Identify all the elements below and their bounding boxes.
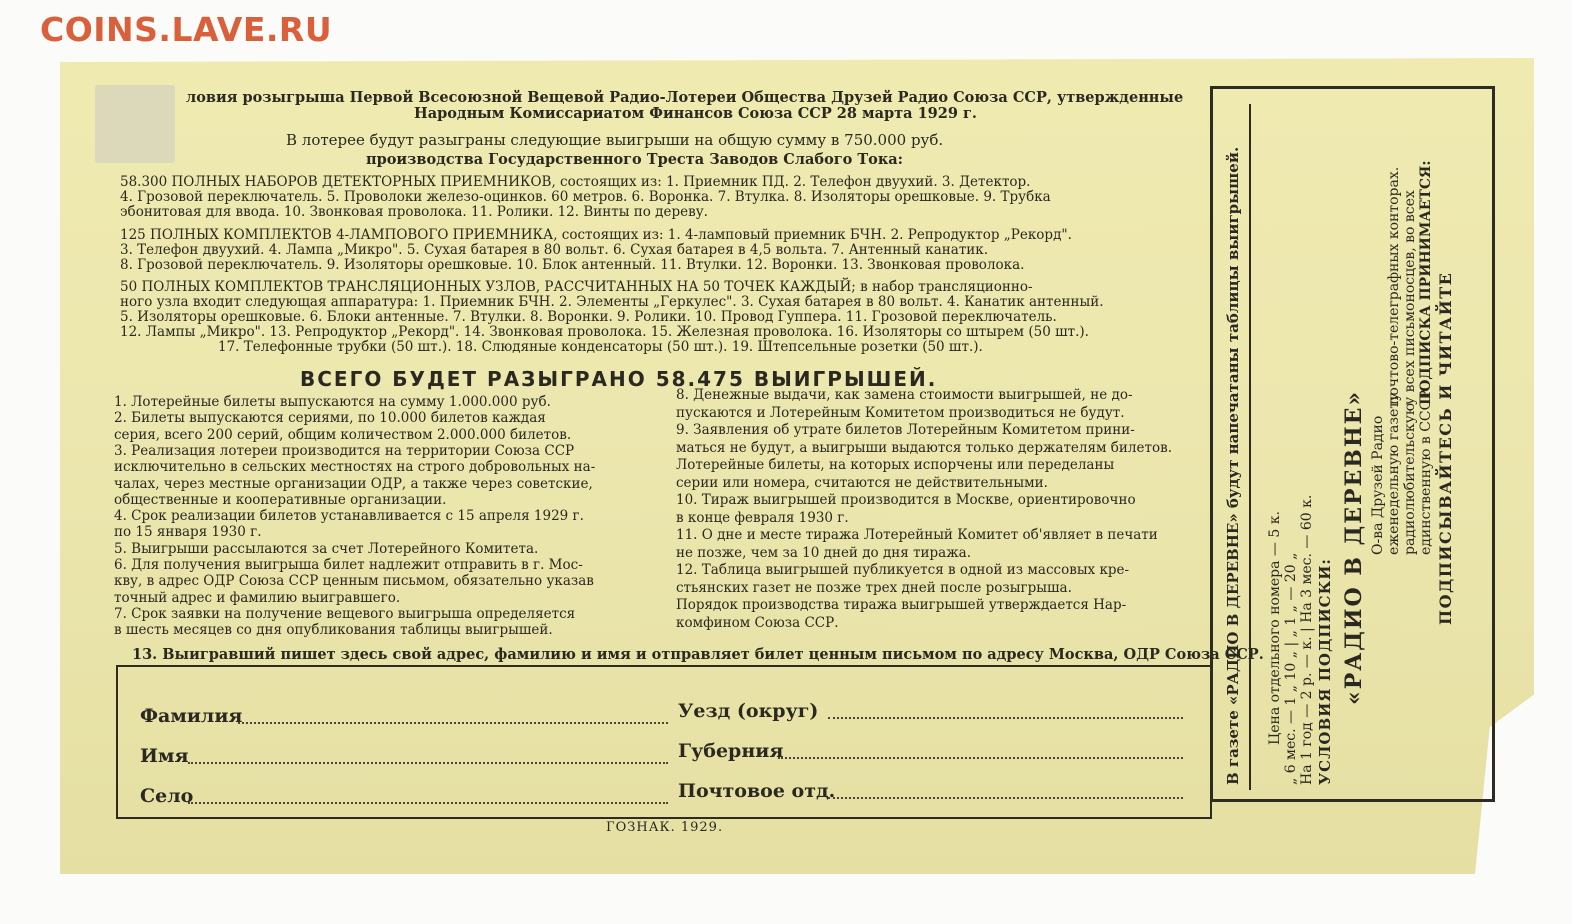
conditions-title-line1: ловия розыгрыша Первой Всесоюзной Вещевой Радио-Лотереи Общества Друзей Радио Союза ССР, утвержденные bbox=[186, 89, 1184, 106]
single-issue-price: Цена отдельного номера — 5 к. bbox=[1267, 511, 1283, 745]
subscription-terms-line2: „ 6 мес. — 1 „ 10 „ | „ 1 „ — 20 „ bbox=[1283, 552, 1299, 785]
rule-line: 12. Таблица выигрышей публикуется в одной из массовых кре- bbox=[676, 562, 1130, 578]
rule-line: 2. Билеты выпускаются сериями, по 10.000 билетов каждая bbox=[114, 410, 546, 427]
prize-group2-line1: 125 ПОЛНЫХ КОМПЛЕКТОВ 4-ЛАМПОВОГО ПРИЕМНИКА, состоящих из: 1. 4-ламповый приемник БЧН. 2. Репродуктор „Рекорд". bbox=[120, 227, 1072, 243]
district-label: Уезд (округ) bbox=[678, 700, 819, 722]
prize-group3-line1: 50 ПОЛНЫХ КОМПЛЕКТОВ ТРАНСЛЯЦИОННЫХ УЗЛОВ, РАССЧИТАННЫХ НА 50 ТОЧЕК КАЖДЫЙ; в набор трансляционно- bbox=[120, 279, 1033, 295]
name-label: Имя bbox=[140, 745, 189, 767]
surname-field[interactable] bbox=[238, 722, 668, 724]
rule-line: не позже, чем за 10 дней до дня тиража. bbox=[676, 544, 971, 561]
ad-bottom-notice: В газете «РАДИО В ДЕРЕВНЕ» будут напечатаны таблицы выигрышей. bbox=[1224, 146, 1242, 785]
rule-line: исключительно в сельских местностях на строго добровольных на- bbox=[114, 459, 596, 476]
rule-line: серия, всего 200 серий, общим количеством 2.000.000 билетов. bbox=[114, 426, 572, 443]
intro-line1: В лотерее будут разыграны следующие выигрыши на общую сумму в 750.000 руб. bbox=[286, 131, 944, 149]
rule-line: 11. О дне и месте тиража Лотерейный Комитет об'являет в печати bbox=[676, 527, 1158, 543]
rule-line: 4. Срок реализации билетов устанавливается с 15 апреля 1929 г. bbox=[114, 508, 584, 525]
subscription-terms-heading: УСЛОВИЯ ПОДПИСКИ: bbox=[1316, 558, 1334, 785]
rule-line: точный адрес и фамилию выигравшего. bbox=[114, 589, 401, 606]
rule-line: пускаются и Лотерейным Комитетом производиться не будут. bbox=[676, 404, 1125, 421]
rule-line: в конце февраля 1930 г. bbox=[676, 509, 849, 526]
paper-stain bbox=[95, 85, 175, 163]
rule-line: комфином Союза ССР. bbox=[676, 614, 839, 631]
rule-line: 7. Срок заявки на получение вещевого выигрыша определяется bbox=[114, 605, 576, 622]
ad-call-to-action: ПОДПИСЫВАЙТЕСЬ И ЧИТАЙТЕ bbox=[1436, 271, 1455, 625]
village-label: Село bbox=[140, 785, 194, 807]
rule-line: 1. Лотерейные билеты выпускаются на сумму 1.000.000 руб. bbox=[114, 394, 551, 410]
district-field[interactable] bbox=[828, 717, 1183, 719]
ad-line-society: О-ва Друзей Радио bbox=[1370, 415, 1386, 555]
newspaper-ad-panel bbox=[1210, 86, 1495, 802]
prize-group2-line3: 8. Грозовой переключатель. 9. Изоляторы орешковые. 10. Блок антенный. 11. Втулки. 12. Воронки. 13. Звонковая проволока. bbox=[120, 257, 1025, 273]
prize-group3-line5: 17. Телефонные трубки (50 шт.). 18. Слюдяные конденсаторы (50 шт.). 19. Штепсельные розетки (50 шт.). bbox=[218, 339, 983, 355]
ad-divider bbox=[1249, 104, 1251, 790]
village-field[interactable] bbox=[188, 802, 668, 804]
prize-group3-line4: 12. Лампы „Микро". 13. Репродуктор „Рекорд". 14. Звонковая проволока. 15. Железная проволока. 16. Изоляторы со штырем (50 шт.). bbox=[120, 324, 1089, 340]
rule-line: 3. Реализация лотереи производится на территории Союза ССР bbox=[114, 442, 575, 459]
intro-line2: производства Государственного Треста Заводов Слабого Тока: bbox=[366, 151, 904, 168]
newspaper-ad-rotated bbox=[1213, 89, 1498, 805]
ad-line-amateur: радиолюбительскую bbox=[1402, 402, 1418, 555]
rule-line: 9. Заявления об утрате билетов Лотерейным Комитетом прини- bbox=[676, 422, 1135, 438]
rule-line: Лотерейные билеты, на которых испорчены или переделаны bbox=[676, 457, 1115, 473]
rule-line: кву, в адрес ОДР Союза ССР ценным письмом, обязательно указав bbox=[114, 573, 594, 590]
rule-line: маться не будут, а выигрыши выдаются только держателям билетов. bbox=[676, 439, 1172, 456]
rule-line: 8. Денежные выдачи, как замена стоимости выигрышей, не до- bbox=[676, 387, 1133, 403]
conditions-title-line2: Народным Комиссариатом Финансов Союза ССР 28 марта 1929 г. bbox=[414, 105, 977, 122]
province-field[interactable] bbox=[778, 757, 1183, 759]
rule-line: чалах, через местные организации ОДР, а также через советские, bbox=[114, 475, 593, 492]
rule-line: по 15 января 1930 г. bbox=[114, 524, 262, 541]
rule-line: 6. Для получения выигрыша билет надлежит отправить в г. Мос- bbox=[114, 557, 583, 573]
rule-line: Порядок производства тиража выигрышей утверждается Нар- bbox=[676, 597, 1127, 613]
name-field[interactable] bbox=[188, 762, 668, 764]
subscription-heading: ПОДПИСКА ПРИНИМАЕТСЯ: bbox=[1418, 160, 1434, 405]
prize-group3-line2: ного узла входит следующая аппаратура: 1. Приемник БЧН. 2. Элементы „Геркулес". 3. Сухая батарея в 80 вольт. 4. Канатик антенный. bbox=[120, 294, 1104, 310]
rule-13-instruction: 13. Выигравший пишет здесь свой адрес, фамилию и имя и отправляет билет ценным письмом по адресу Москва, ОДР Союза ССР. bbox=[132, 646, 1264, 663]
ad-line-unique: единственную в СССР bbox=[1418, 390, 1434, 555]
province-label: Губерния bbox=[678, 740, 784, 762]
total-prizes-heading: ВСЕГО БУДЕТ РАЗЫГРАНО 58.475 ВЫИГРЫШЕЙ. bbox=[300, 367, 938, 391]
subscription-line1: у всех письмоносцев, во всех bbox=[1402, 190, 1418, 405]
subscription-line2: почтово-телеграфных конторах. bbox=[1386, 166, 1402, 405]
ad-line-weekly: еженедельную газету bbox=[1386, 392, 1402, 555]
printer-imprint: ГОЗНАК. 1929. bbox=[606, 820, 724, 835]
prize-group2-line2: 3. Телефон двуухий. 4. Лампа „Микро". 5. Сухая батарея в 80 вольт. 6. Сухая батарея в 4,5 вольта. 7. Антенный канатик. bbox=[120, 242, 989, 258]
ad-newspaper-title: «РАДИО В ДЕРЕВНЕ» bbox=[1341, 389, 1367, 705]
surname-label: Фамилия bbox=[140, 705, 243, 727]
winner-address-form bbox=[116, 665, 1212, 819]
rule-line: 10. Тираж выигрышей производится в Москве, ориентировочно bbox=[676, 492, 1136, 508]
prize-group3-line3: 5. Изоляторы орешковые. 6. Блоки антенные. 7. Втулки. 8. Воронки. 9. Ролики. 10. Провод Гуппера. 11. Грозовой переключатель. bbox=[120, 309, 1057, 325]
prize-group1-line2: 4. Грозовой переключатель. 5. Проволоки железо-оцинков. 60 метров. 6. Воронка. 7. Втулка. 8. Изоляторы орешковые. 9. Трубка bbox=[120, 189, 1051, 205]
subscription-terms-line1: На 1 год — 2 р. — к. | На 3 мес. — 60 к. bbox=[1299, 494, 1315, 785]
site-watermark: COINS.LAVE.RU bbox=[40, 10, 333, 49]
prize-group1-line1: 58.300 ПОЛНЫХ НАБОРОВ ДЕТЕКТОРНЫХ ПРИЕМНИКОВ, состоящих из: 1. Приемник ПД. 2. Телефон двуухий. 3. Детектор. bbox=[120, 174, 1031, 190]
rule-line: в шесть месяцев со дня опубликования таблицы выигрышей. bbox=[114, 622, 553, 639]
rule-line: общественные и кооперативные организации. bbox=[114, 491, 447, 508]
rule-line: серии или номера, считаются не действительными. bbox=[676, 474, 1048, 491]
rule-line: стьянских газет не позже трех дней после розыгрыша. bbox=[676, 579, 1072, 596]
post-office-field[interactable] bbox=[828, 797, 1183, 799]
rule-line: 5. Выигрыши рассылаются за счет Лотерейного Комитета. bbox=[114, 540, 539, 557]
post-office-label: Почтовое отд. bbox=[678, 780, 836, 802]
prize-group1-line3: эбонитовая для ввода. 10. Звонковая проволока. 11. Ролики. 12. Винты по дереву. bbox=[120, 204, 708, 220]
